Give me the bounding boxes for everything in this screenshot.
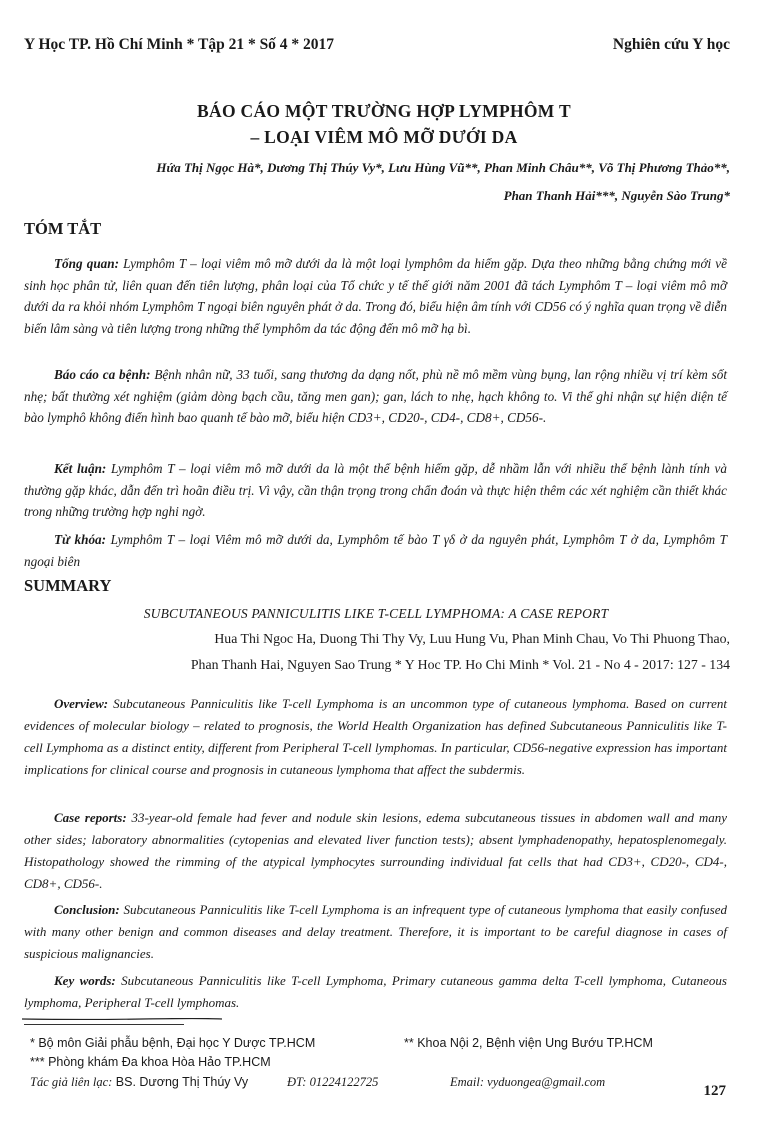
summary-authors-line-1: Hua Thi Ngoc Ha, Duong Thi Thy Vy, Luu Hung Vu, Phan Minh Chau, Vo Thi Phuong Thao, bbox=[214, 631, 730, 646]
keywords-label: Từ khóa: bbox=[54, 532, 107, 547]
summary-heading: SUMMARY bbox=[24, 576, 112, 595]
summary-authors-line-2: Phan Thanh Hai, Nguyen Sao Trung * Y Hoc TP. Ho Chi Minh * Vol. 21 - No 4 - 2017: 127 - 134 bbox=[190, 657, 730, 672]
overview-en-label: Overview: bbox=[54, 696, 109, 711]
case-en-label: Case reports: bbox=[54, 810, 127, 825]
summary-keywords bbox=[24, 970, 727, 1014]
handwritten-underline bbox=[22, 1018, 222, 1020]
keywords-text: Lymphôm T – loại Viêm mô mỡ dưới da, Lymphôm tế bào T γδ ở da nguyên phát, Lymphôm T ở da, Lymphôm T ngoại biên bbox=[24, 532, 728, 569]
summary-title: SUBCUTANEOUS PANNICULITIS LIKE T-CELL LYMPHOMA: A CASE REPORT bbox=[143, 606, 609, 621]
overview-en-text: Subcutaneous Panniculitis like T-cell Lymphoma is an uncommon type of cutaneous lymphoma. Based on current evidences of molecular biology – related to prognosis, the World Health Organization has defined Subcutaneous Panniculitis like T-cell Lymphoma as a distinct entity, different from Peripheral T-cell lymphomas. In particular, CD56-negative expression has important implications for clinical course and prognosis in cutaneous lymphoma that affect the subdermis. bbox=[24, 696, 727, 777]
conclusion-text: Lymphôm T – loại viêm mô mỡ dưới da là một thể bệnh hiếm gặp, dễ nhầm lẫn với nhiều thể bệnh lành tính và thường gặp khác, dẫn đến trì hoãn điều trị. Vì vậy, cần thận trọng trong chẩn đoán và thực hiện thêm các xét nghiệm cần thiết khác trong những trường hợp nghi ngờ. bbox=[24, 461, 727, 520]
conclusion-en-text: Subcutaneous Panniculitis like T-cell Lymphoma is an infrequent type of cutaneous lymphoma that easily confused with many other benign and common diseases and delay treatment. Therefore, it is important to be careful diagnose in cases of suspicious malignancies. bbox=[24, 902, 727, 961]
footnote-rule bbox=[24, 1024, 184, 1025]
contact-name: BS. Dương Thị Thúy Vy bbox=[115, 1075, 249, 1089]
journal-header: Y Học TP. Hồ Chí Minh * Tập 21 * Số 4 * 2017 bbox=[24, 36, 335, 53]
abstract-heading: TÓM TẮT bbox=[24, 219, 102, 238]
authors-line-2: Phan Thanh Hải***, Nguyễn Sào Trung* bbox=[503, 188, 730, 203]
case-label: Báo cáo ca bệnh: bbox=[54, 367, 151, 382]
overview-label: Tổng quan: bbox=[54, 256, 119, 271]
section-header: Nghiên cứu Y học bbox=[612, 36, 730, 53]
affiliation-2: ** Khoa Nội 2, Bệnh viện Ung Bướu TP.HCM bbox=[404, 1036, 653, 1050]
running-header bbox=[24, 36, 730, 58]
article-title-line-2: – LOẠI VIÊM MÔ MỠ DƯỚI DA bbox=[250, 127, 518, 147]
affiliation-3: *** Phòng khám Đa khoa Hòa Hảo TP.HCM bbox=[30, 1055, 271, 1069]
article-title-line-1: BÁO CÁO MỘT TRƯỜNG HỢP LYMPHÔM T bbox=[197, 101, 571, 121]
case-en-text: 33-year-old female had fever and nodule skin lesions, edema subcutaneous tissues in abdomen wall and many other sides; laboratory abnormalities (cytopenias and elevated liver function tests); absent lymphadenopathy, hepatosplenomegaly. Histopathology showed the rimming of the atypical lymphocytes surrounding individual fat cells that had CD3+, CD20-, CD4-, CD8+, CD56-. bbox=[24, 810, 727, 891]
summary-overview bbox=[24, 693, 727, 781]
summary-conclusion bbox=[24, 899, 727, 965]
abstract-overview bbox=[24, 253, 727, 339]
abstract-keywords bbox=[24, 529, 727, 572]
affiliation-1: * Bộ môn Giải phẫu bệnh, Đại học Y Dược TP.HCM bbox=[30, 1036, 316, 1050]
case-text: Bệnh nhân nữ, 33 tuổi, sang thương da dạng nốt, phù nề mô mềm vùng bụng, lan rộng nhiều vị trí kèm sốt nhẹ; bất thường xét nghiệm (giảm dòng bạch cầu, tăng men gan); gan, lách to nhẹ, hạch không to. Vi thể ghi nhận sự hiện diện tế bào lymphô không điển hình bao quanh tế bào mỡ, biểu hiện CD3+, CD20-, CD4-, CD8+, CD56-. bbox=[24, 367, 727, 426]
overview-text: Lymphôm T – loại viêm mô mỡ dưới da là một loại lymphôm da hiếm gặp. Dựa theo những bằng chứng mới về sinh học phân tử, liên quan đến tiên lượng, phân loại của Tổ chức y tế thế giới năm 2001 đã tách Lymphôm T – loại viêm mô mỡ dưới da ra khỏi nhóm Lymphôm T ngoại biên nguyên phát ở da. Trong đó, biểu hiện âm tính với CD56 có ý nghĩa quan trọng về diễn biến lâm sàng và tiên lượng trong những thể lymphôm da tác động đến mô mỡ hạ bì. bbox=[24, 256, 728, 336]
authors-line-1: Hứa Thị Ngọc Hà*, Dương Thị Thúy Vy*, Lưu Hùng Vũ**, Phan Minh Châu**, Võ Thị Phương Thảo**, bbox=[156, 160, 730, 175]
contact-phone: ĐT: 01224122725 bbox=[287, 1075, 379, 1089]
conclusion-label: Kết luận: bbox=[54, 461, 107, 476]
contact-email: Email: vyduongea@gmail.com bbox=[450, 1075, 606, 1089]
page-number: 127 bbox=[703, 1083, 726, 1099]
summary-case bbox=[24, 807, 727, 895]
conclusion-en-label: Conclusion: bbox=[54, 902, 120, 917]
keywords-en-label: Key words: bbox=[54, 973, 116, 988]
keywords-en-text: Subcutaneous Panniculitis like T-cell Lymphoma, Primary cutaneous gamma delta T-cell lymphoma, Cutaneous lymphoma, Peripheral T-cell lymphomas. bbox=[24, 973, 727, 1010]
contact-label: Tác giả liên lạc: bbox=[30, 1075, 113, 1089]
abstract-conclusion bbox=[24, 458, 727, 523]
contact-line bbox=[30, 1075, 248, 1090]
abstract-case bbox=[24, 364, 727, 429]
